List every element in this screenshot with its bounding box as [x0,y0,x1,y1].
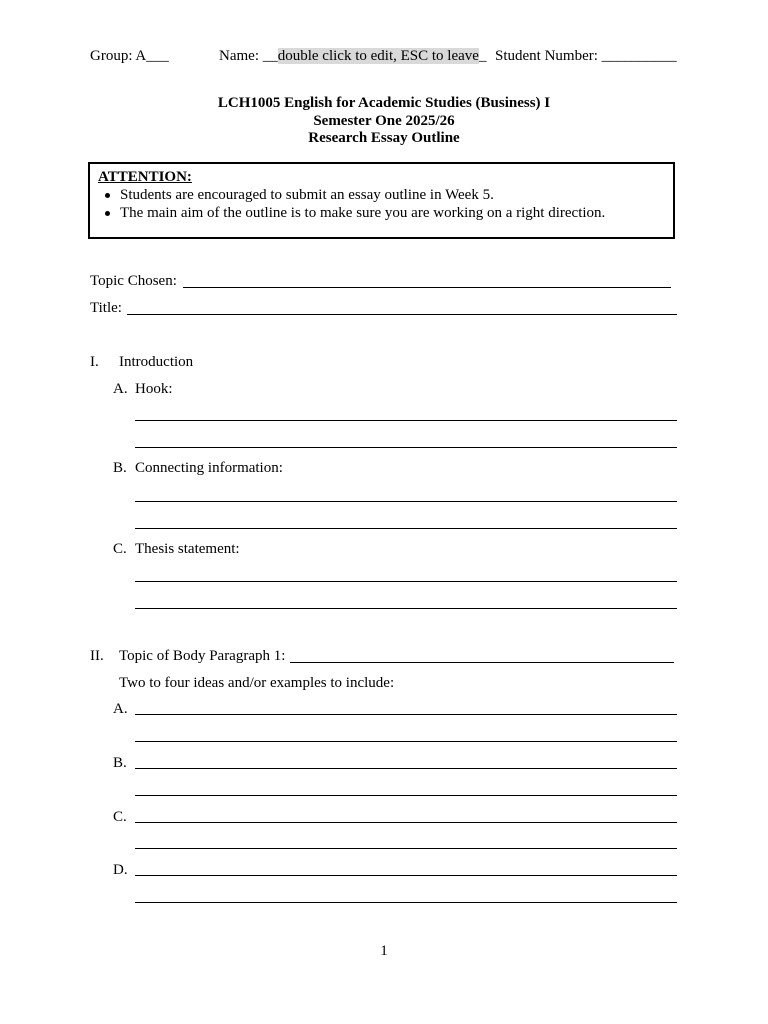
idea-b-line-1[interactable] [135,768,677,769]
idea-letter: C. [113,809,127,825]
attention-list [100,186,605,222]
idea-a-line-1[interactable] [135,714,677,715]
student-number-row [495,48,677,65]
semester-title: Semester One 2025/26 [313,113,455,129]
student-number-label: Student Number: __________ [495,48,677,64]
section-2-subheading: Two to four ideas and/or examples to include: [119,675,395,691]
idea-d-line-1[interactable] [135,875,677,876]
intro-item-letter: A. [113,381,128,397]
connecting-line-2[interactable] [135,528,677,529]
idea-d-line-2[interactable] [135,902,677,903]
idea-b-line-2[interactable] [135,795,677,796]
page-number: 1 [380,943,388,959]
thesis-line-1[interactable] [135,581,677,582]
header-row [90,48,169,65]
idea-c-line-1[interactable] [135,822,677,823]
body-topic-line[interactable] [290,662,674,663]
topic-chosen-line[interactable] [183,287,671,288]
title-label: Title: [90,300,122,316]
section-2-heading: Topic of Body Paragraph 1: [119,648,286,664]
hook-line-2[interactable] [135,447,677,448]
intro-item-letter: C. [113,541,127,557]
attention-item: Students are encouraged to submit an essay outline in Week 5. [100,186,605,204]
course-title: LCH1005 English for Academic Studies (Business) I [217,95,551,111]
intro-item-label: Connecting information: [135,460,283,476]
section-1-heading: Introduction [119,354,194,370]
section-2-numeral: II. [90,648,104,664]
name-row [219,48,486,65]
idea-c-line-2[interactable] [135,848,677,849]
attention-item: The main aim of the outline is to make sure you are working on a right direction. [100,204,605,222]
section-1-numeral: I. [90,354,99,370]
idea-letter: A. [113,701,128,717]
intro-item-label: Hook: [135,381,173,397]
hook-line-1[interactable] [135,420,677,421]
name-field[interactable]: double click to edit, ESC to leave [277,48,479,64]
name-label: Name: __ [219,48,278,64]
document-title: Research Essay Outline [308,130,460,146]
idea-letter: B. [113,755,127,771]
intro-item-letter: B. [113,460,127,476]
topic-chosen-label: Topic Chosen: [90,273,177,289]
connecting-line-1[interactable] [135,501,677,502]
name-suffix: _ [478,48,487,64]
idea-letter: D. [113,862,128,878]
attention-box [88,162,675,239]
thesis-line-2[interactable] [135,608,677,609]
group-label: Group: A___ [90,48,169,64]
attention-heading: ATTENTION: [98,169,192,185]
title-line[interactable] [127,314,677,315]
intro-item-label: Thesis statement: [135,541,240,557]
idea-a-line-2[interactable] [135,741,677,742]
